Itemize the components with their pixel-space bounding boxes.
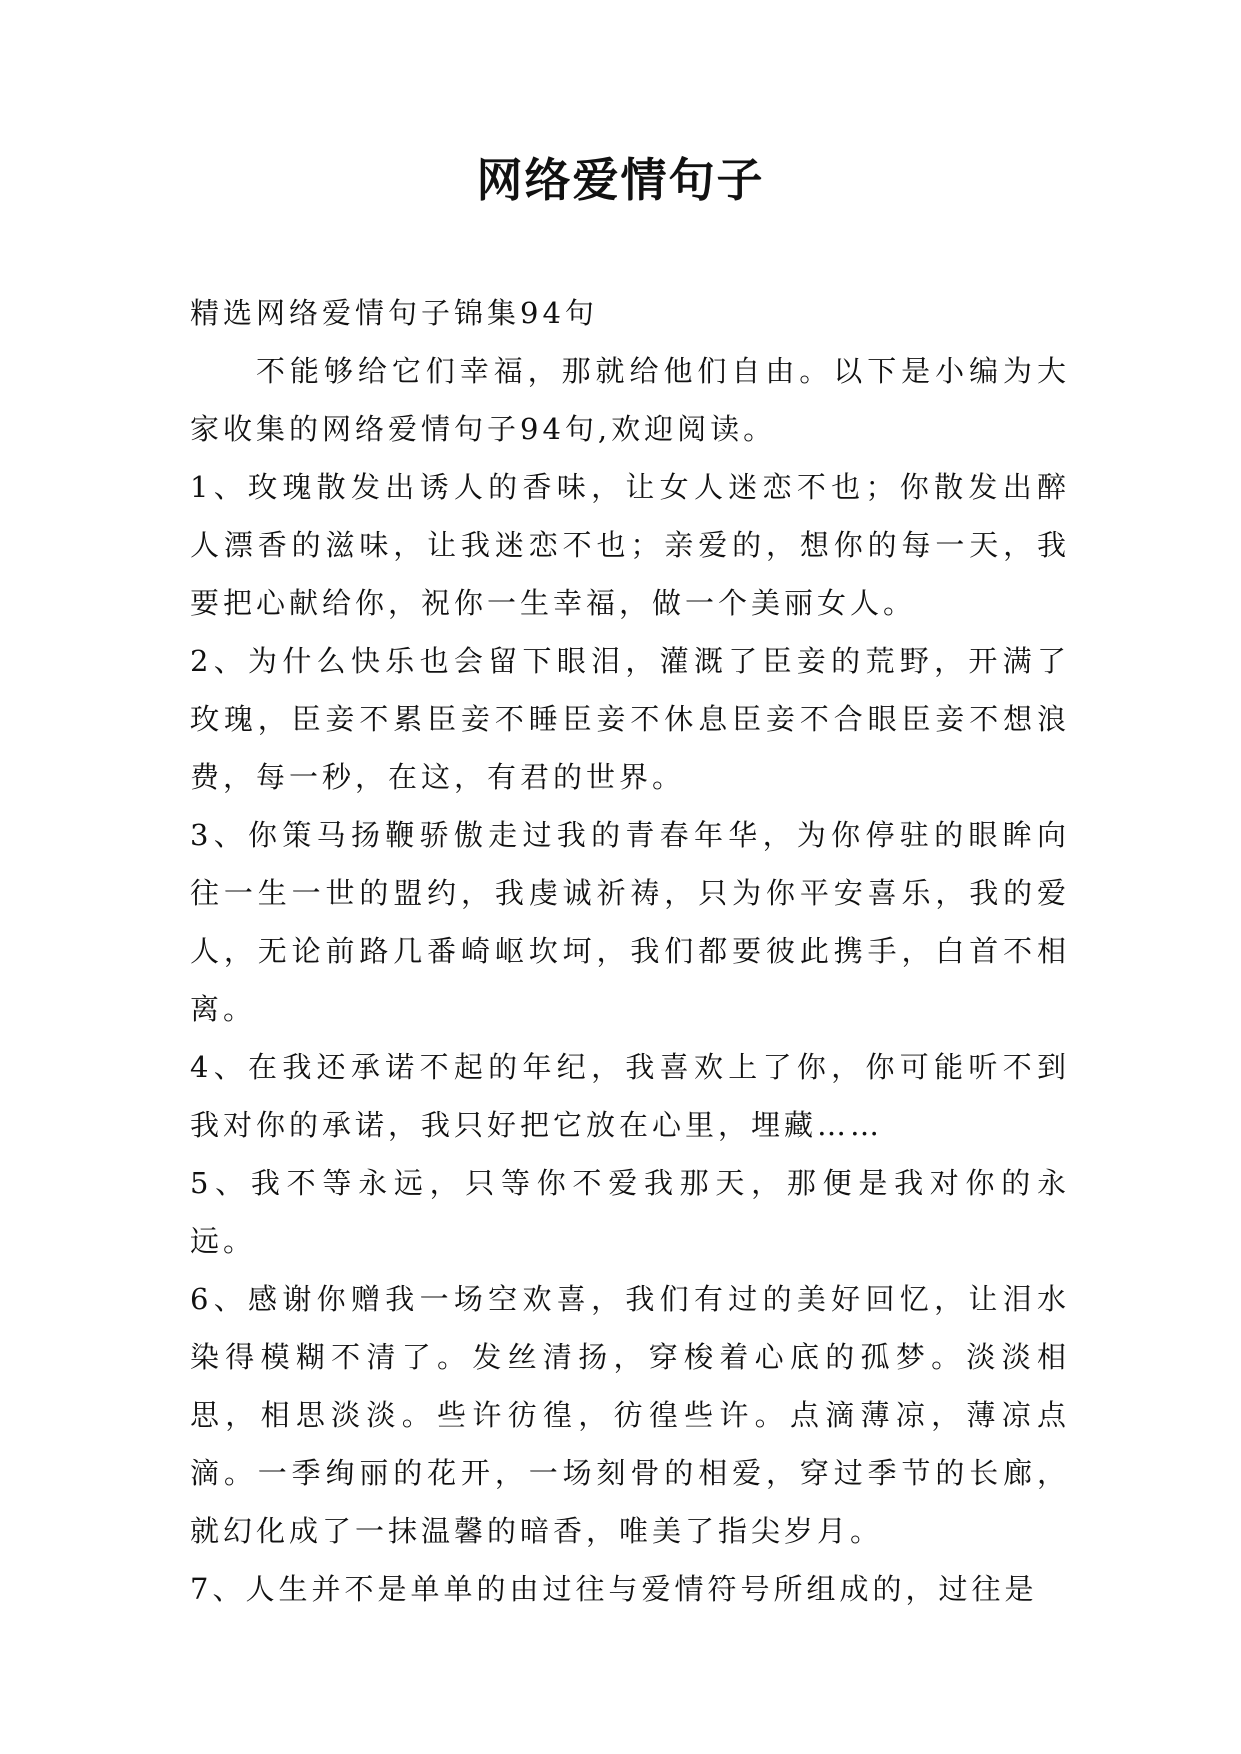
document-body — [190, 284, 1070, 1618]
sentence-item-7: 7、人生并不是单单的由过往与爱情符号所组成的，过往是 — [190, 1572, 1038, 1606]
document-subtitle: 精选网络爱情句子锦集94句 — [190, 296, 598, 330]
sentence-item-3: 3、你策马扬鞭骄傲走过我的青春年华，为你停驻的眼眸向往一生一世的盟约，我虔诚祈祷，只为你平安喜乐，我的爱人，无论前路几番崎岖坎坷，我们都要彼此携手，白首不相离。 — [190, 818, 1070, 1026]
document-title: 网络爱情句子 — [476, 153, 765, 207]
intro-paragraph: 不能够给它们幸福，那就给他们自由。以下是小编为大家收集的网络爱情句子94句,欢迎阅读。 — [190, 354, 1070, 446]
sentence-item-2: 2、为什么快乐也会留下眼泪，灌溉了臣妾的荒野，开满了玫瑰，臣妾不累臣妾不睡臣妾不休息臣妾不合眼臣妾不想浪费，每一秒，在这，有君的世界。 — [190, 644, 1070, 794]
sentence-item-4: 4、在我还承诺不起的年纪，我喜欢上了你，你可能听不到我对你的承诺，我只好把它放在心里，埋藏…… — [190, 1050, 1070, 1142]
sentence-item-1: 1、玫瑰散发出诱人的香味，让女人迷恋不也；你散发出醉人漂香的滋味，让我迷恋不也；亲爱的，想你的每一天，我要把心献给你，祝你一生幸福，做一个美丽女人。 — [190, 470, 1070, 620]
sentence-item-6: 6、感谢你赠我一场空欢喜，我们有过的美好回忆，让泪水染得模糊不清了。发丝清扬，穿梭着心底的孤梦。淡淡相思，相思淡淡。些许彷徨，彷徨些许。点滴薄凉，薄凉点滴。一季绚丽的花开，一场刻骨的相爱，穿过季节的长廊，就幻化成了一抹温馨的暗香，唯美了指尖岁月。 — [190, 1282, 1070, 1548]
sentence-item-5: 5、我不等永远，只等你不爱我那天，那便是我对你的永远。 — [190, 1166, 1070, 1258]
